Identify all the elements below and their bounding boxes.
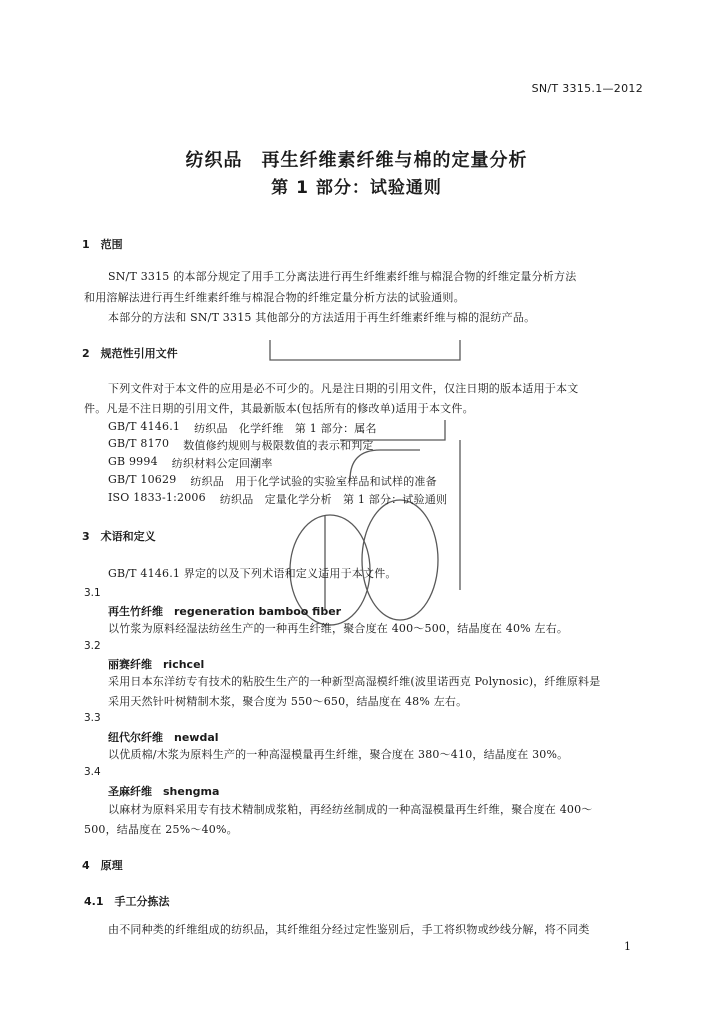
document-title: 纺织品 再生纤维素纤维与棉的定量分析: [185, 150, 528, 171]
term-number: 3.3: [84, 712, 101, 724]
reference-code: GB 9994: [108, 455, 158, 468]
standard-code: SN/T 3315.1—2012: [531, 82, 643, 95]
term-definition: 采用日本东洋纺专有技术的粘胶生生产的一种新型高湿模纤维(波里诺西克 Polynosic)，纤维原料是: [108, 675, 601, 688]
reference-code: ISO 1833-1:2006: [108, 491, 206, 504]
section-2-paragraph-line-2: 件。凡是不注日期的引用文件，其最新版本(包括所有的修改单)适用于本文件。: [84, 402, 474, 415]
term-definition: 以麻材为原料采用专有技术精制成浆粕，再经纺丝制成的一种高湿模量再生纤维，聚合度在 400～: [108, 803, 593, 816]
reference-title: 数值修约规则与极限数值的表示和判定: [183, 439, 374, 452]
reference-title: 纺织品 定量化学分析 第 1 部分：试验通则: [219, 493, 448, 506]
reference-item: [108, 455, 273, 471]
term-definition-continued: 采用天然针叶树精制木浆，聚合度为 550～650，结晶度在 48% 左右。: [108, 695, 468, 708]
term-name: 纽代尔纤维 newdal: [108, 731, 219, 744]
section-3-intro: GB/T 4146.1 界定的以及下列术语和定义适用于本文件。: [108, 567, 397, 580]
section-2-paragraph-line-1: 下列文件对于本文件的应用是必不可少的。凡是注日期的引用文件，仅注日期的版本适用于本文: [108, 382, 579, 395]
term-definition: 以优质棉/木浆为原料生产的一种高湿模量再生纤维，聚合度在 380～410，结晶度在 30%。: [108, 748, 569, 761]
reference-item: [108, 473, 437, 489]
reference-title: 纺织材料公定回潮率: [171, 457, 273, 470]
section-1-paragraph-1-line-1: SN/T 3315 的本部分规定了用手工分离法进行再生纤维素纤维与棉混合物的纤维定量分析方法: [108, 270, 577, 283]
section-4-heading: 4 原理: [82, 859, 123, 872]
term-name: 圣麻纤维 shengma: [108, 785, 220, 798]
section-4-1-paragraph: 由不同种类的纤维组成的纺织品，其纤维组分经过定性鉴别后，手工将织物或纱线分解，将不同类: [108, 923, 590, 936]
term-definition: 以竹浆为原料经湿法纺丝生产的一种再生纤维，聚合度在 400～500，结晶度在 40% 左右。: [108, 622, 569, 635]
term-name: 丽赛纤维 richcel: [108, 658, 205, 671]
section-1-paragraph-1-line-2: 和用溶解法进行再生纤维素纤维与棉混合物的纤维定量分析方法的试验通则。: [84, 291, 465, 304]
page-number: 1: [624, 940, 631, 953]
section-2-heading: 2 规范性引用文件: [82, 347, 178, 360]
term-definition-continued: 500，结晶度在 25%～40%。: [84, 823, 238, 836]
reference-code: GB/T 8170: [108, 437, 170, 450]
document-subtitle: 第 1 部分：试验通则: [271, 178, 442, 198]
term-number: 3.1: [84, 587, 101, 599]
section-1-paragraph-2: 本部分的方法和 SN/T 3315 其他部分的方法适用于再生纤维素纤维与棉的混纺产品。: [108, 311, 536, 324]
section-1-heading: 1 范围: [82, 238, 123, 251]
reference-code: GB/T 4146.1: [108, 420, 181, 433]
term-name: 再生竹纤维 regeneration bamboo fiber: [108, 605, 342, 618]
reference-title: 纺织品 用于化学试验的实验室样品和试样的准备: [190, 475, 437, 488]
reference-item: [108, 491, 447, 507]
reference-code: GB/T 10629: [108, 473, 177, 486]
section-3-heading: 3 术语和定义: [82, 530, 156, 543]
reference-item: [108, 420, 377, 436]
reference-title: 纺织品 化学纤维 第 1 部分：属名: [194, 422, 377, 435]
reference-item: [108, 437, 374, 453]
term-number: 3.2: [84, 640, 101, 652]
term-number: 3.4: [84, 766, 101, 778]
section-4-1-heading: 4.1 手工分拣法: [84, 895, 170, 908]
